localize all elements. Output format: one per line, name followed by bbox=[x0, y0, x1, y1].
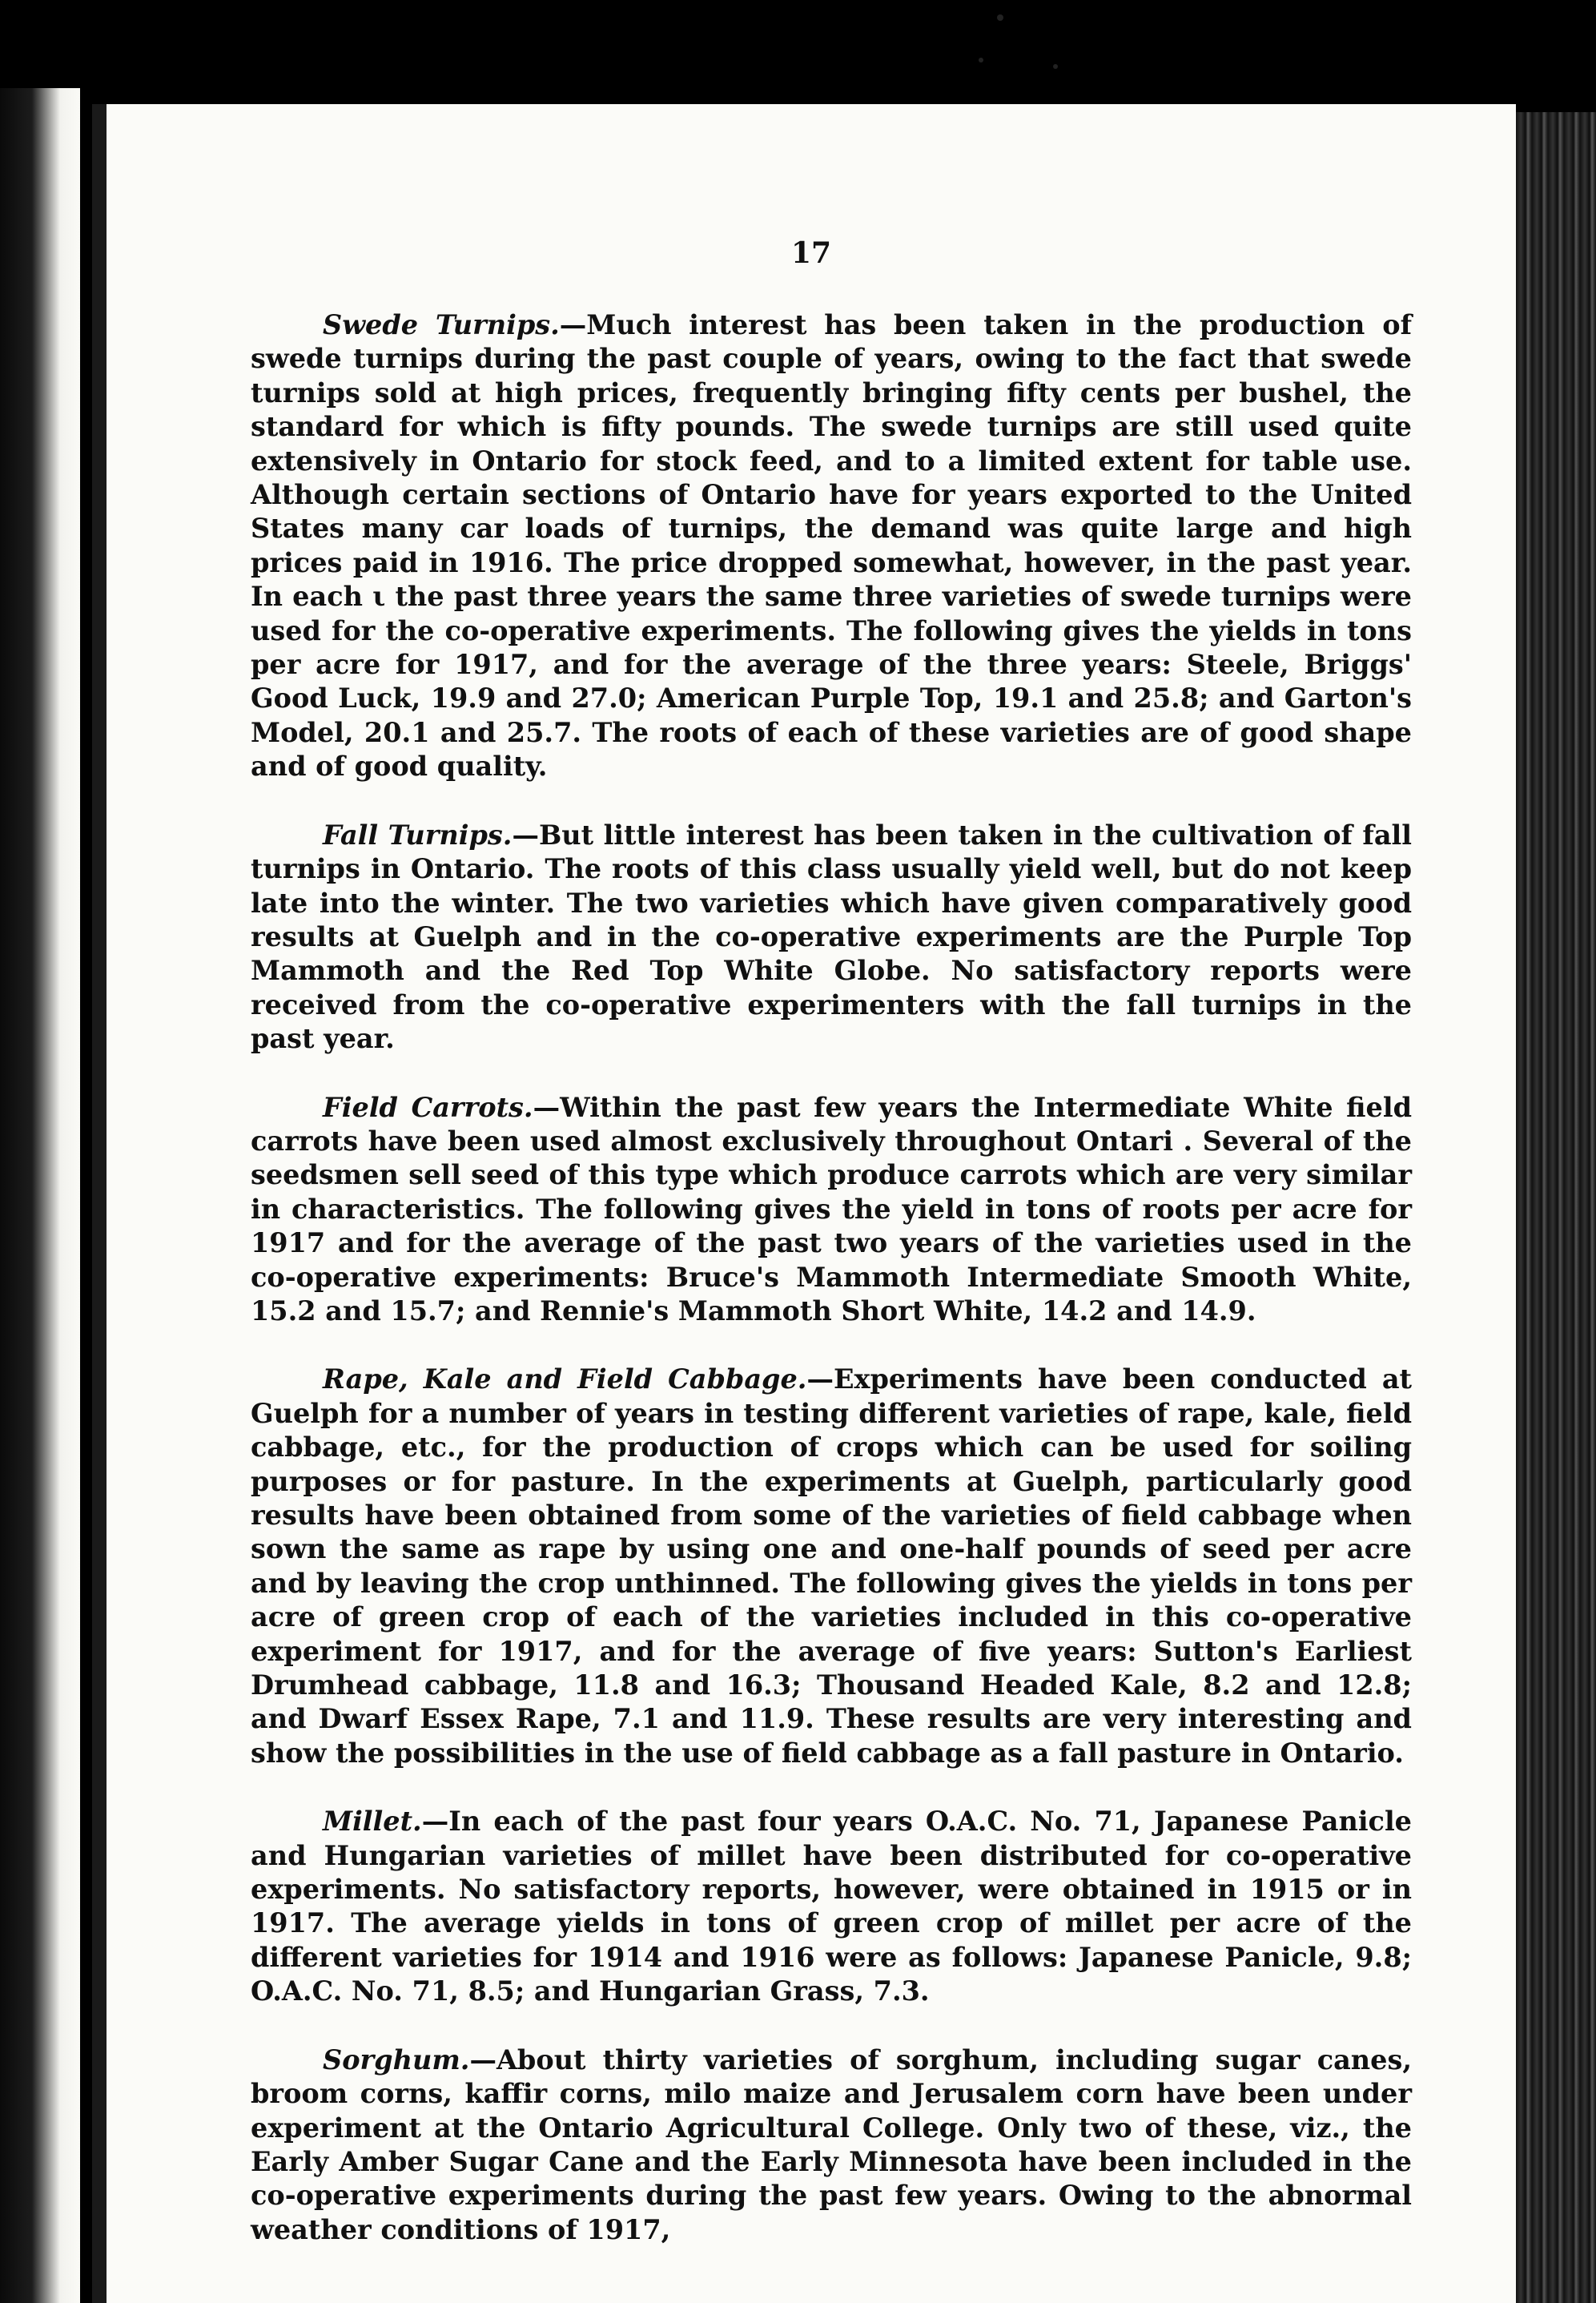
paragraph-heading: Swede Turnips. bbox=[323, 309, 560, 340]
paragraph-heading: Fall Turnips. bbox=[323, 819, 513, 851]
document-page bbox=[92, 104, 1516, 2303]
scan-speck bbox=[1053, 64, 1058, 69]
paragraph-text: —In each of the past four years O.A.C. No. 71, Japanese Panicle and Hungarian varieties of millet have been distributed for co-operative experiments. No satisfactory reports, however, were obtained in 1915 or in 1917. The average yields in tons of green crop of millet per acre of the different varieties for 1914 and 1916 were as follows: Japanese Panicle, 9.8; O.A.C. No. 71, 8.5; and Hungarian Grass, 7.3. bbox=[251, 1806, 1412, 2007]
scan-speck bbox=[979, 58, 983, 62]
paragraph-text: —About thirty varieties of sorghum, including sugar canes, broom corns, kaffir corns, milo maize and Jerusalem corn have been under experiment at the Ontario Agricultural College. Only two of these, viz., the Early Amber Sugar Cane and the Early Minnesota have been included in the co-operative experiments during the past few years. Owing to the abnormal weather conditions of 1917, bbox=[251, 2043, 1412, 2245]
paragraph-sorghum bbox=[251, 2043, 1412, 2247]
paragraph-fall-turnips bbox=[251, 819, 1412, 1057]
paragraph-text: —Within the past few years the Intermediate White field carrots have been used almost exclusively throughout Ontari . Several of the seedsmen sell seed of this type which produce carrots which are very similar in characteristics. The following gives the yield in tons of roots per acre for 1917 and for the average of the past two years of the varieties used in the co-operative experiments: Bruce's Mammoth Intermediate Smooth White, 15.2 and 15.7; and Rennie's Mammoth Short White, 14.2 and 14.9. bbox=[251, 1091, 1412, 1327]
paragraph-millet bbox=[251, 1805, 1412, 2008]
paragraph-text: —Much interest has been taken in the production of swede turnips during the past couple of years, owing to the fact that swede turnips sold at high prices, frequently bringing fifty cents per bushel, the standard for which is fifty pounds. The swede turnips are still used quite extensively in Ontario for stock feed, and to a limited extent for table use. Although certain sections of Ontario have for years exported to the United States many car loads of turnips, the demand was quite large and high prices paid in 1916. The price dropped somewhat, however, in the past year. In each ι the past three years the same three varieties of swede turnips were used for the co-operative experiments. The following gives the yields in tons per acre for 1917, and for the average of the three years: Steele, Briggs' Good Luck, 19.9 and 27.0; American Purple Top, 19.1 and 25.8; and Garton's Model, 20.1 and 25.7. The roots of each of these varieties are of good shape and of good quality. bbox=[251, 309, 1412, 783]
page-number: 17 bbox=[790, 236, 832, 270]
paragraph-text: —But little interest has been taken in the cultivation of fall turnips in Ontario. The roots of this class usually yield well, but do not keep late into the winter. The two varieties which have given comparatively good results at Guelph and in the co-operative experiments are the Purple Top Mammoth and the Red Top White Globe. No satisfactory reports were received from the co-operative experimenters with the fall turnips in the past year. bbox=[251, 819, 1412, 1055]
scan-speck bbox=[997, 14, 1003, 21]
paragraph-heading: Millet. bbox=[323, 1806, 422, 1838]
paragraph-text: —Experiments have been conducted at Guelph for a number of years in testing different varieties of rape, kale, field cabbage, etc., for the production of crops which can be used for soiling purposes or for pasture. In the experiments at Guelph, particularly good results have been obtained from some of the varieties of field cabbage when sown the same as rape by using one and one-half pounds of seed per acre and by leaving the crop unthinned. The following gives the yields in tons per acre of green crop of each of the varieties included in this co-operative experiment for 1917, and for the average of five years: Sutton's Earliest Drumhead cabbage, 11.8 and 16.3; Thousand Headed Kale, 8.2 and 12.8; and Dwarf Essex Rape, 7.1 and 11.9. These results are very interesting and show the possibilities in the use of field cabbage as a fall pasture in Ontario. bbox=[251, 1363, 1412, 1769]
page-body bbox=[251, 308, 1412, 2281]
paragraph-rape-kale-cabbage bbox=[251, 1363, 1412, 1770]
scan-left-edge bbox=[0, 88, 80, 2303]
paragraph-heading: Sorghum. bbox=[323, 2043, 470, 2076]
paragraph-swede-turnips bbox=[251, 308, 1412, 784]
paragraph-field-carrots bbox=[251, 1091, 1412, 1329]
paragraph-heading: Rape, Kale and Field Cabbage. bbox=[323, 1363, 807, 1395]
paragraph-heading: Field Carrots. bbox=[323, 1091, 533, 1123]
